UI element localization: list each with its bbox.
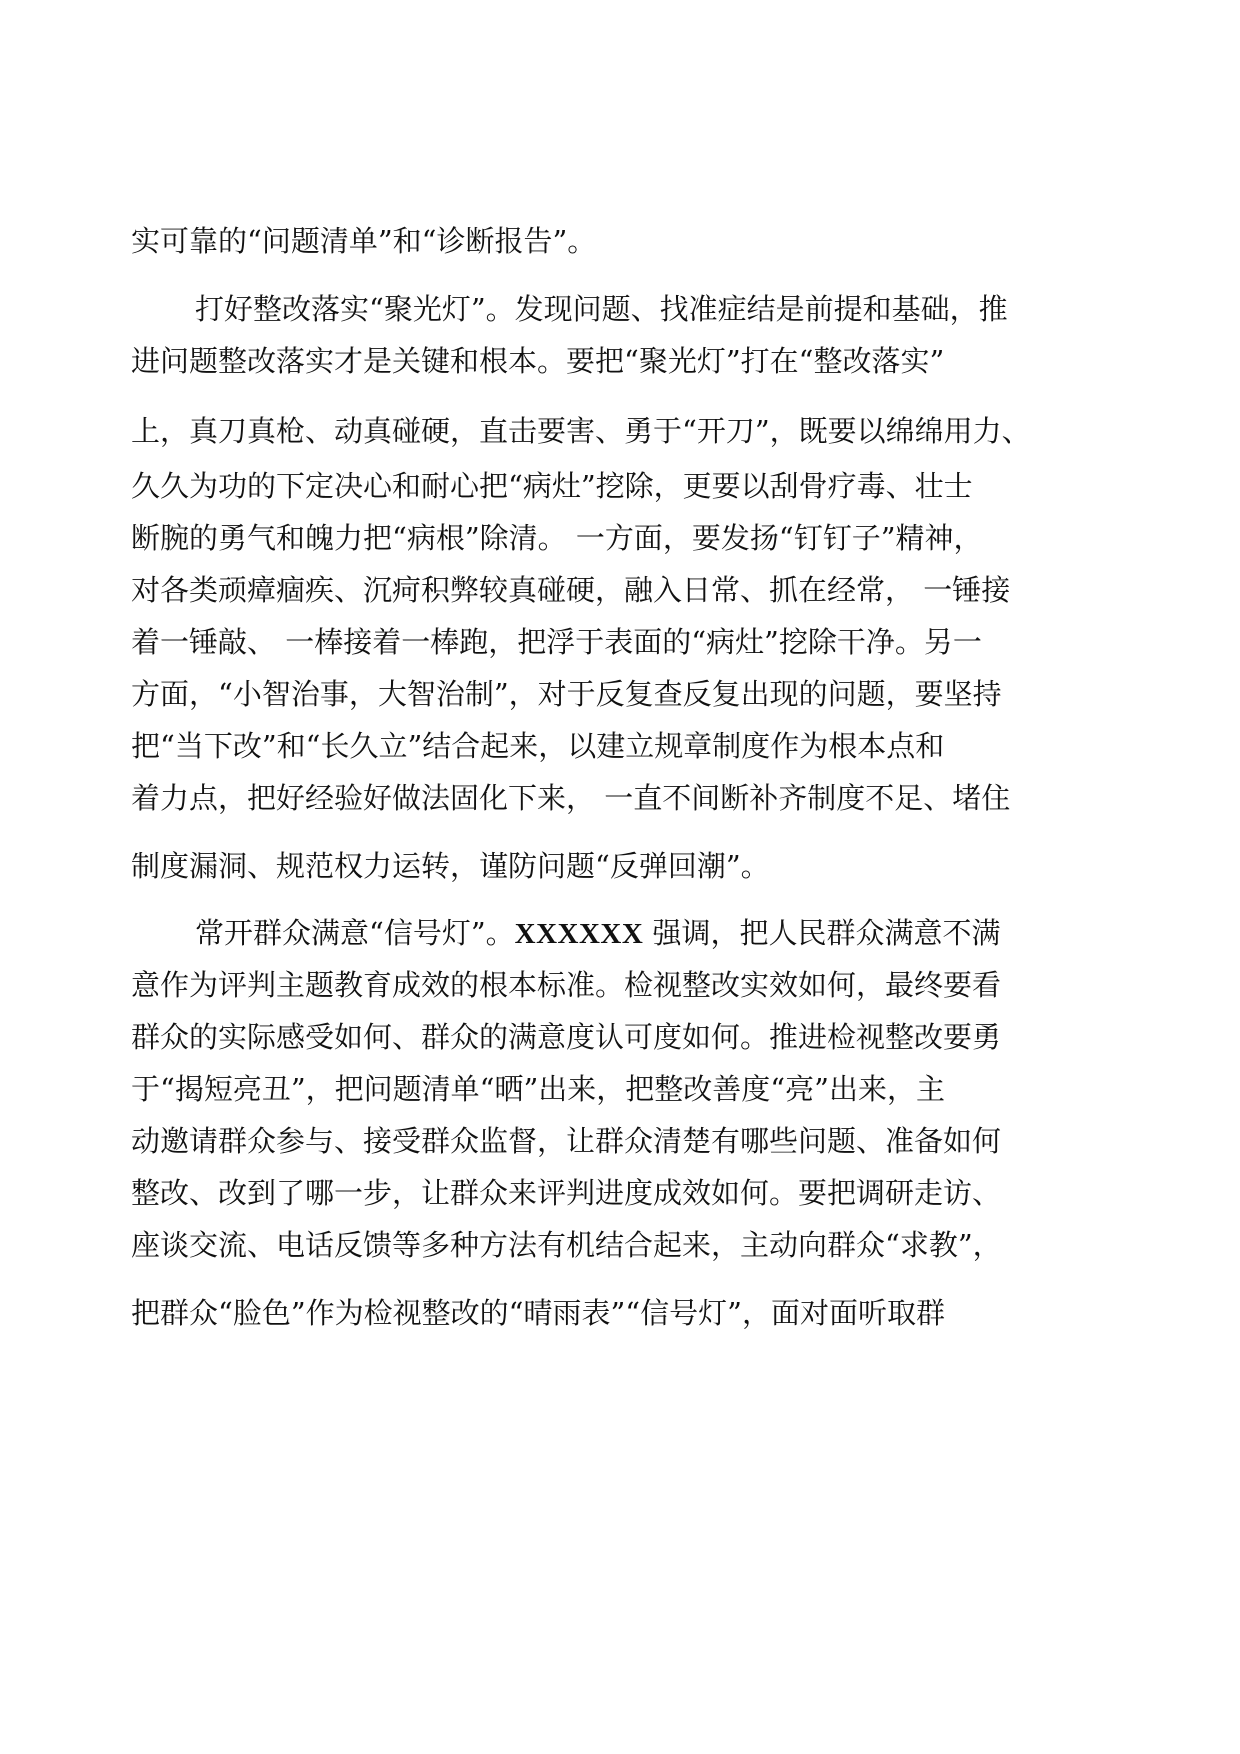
body-line-5: 久久为功的下定决心和耐心把“病灶”挖除，更要以刮骨疗毒、壮士 [131, 469, 973, 503]
body-line-12: 制度漏洞、规范权力运转，谨防问题“反弹回潮”。 [131, 849, 770, 883]
paragraph-heading-line-2 [195, 913, 1001, 954]
redacted-name: XXXXXX [514, 918, 644, 950]
body-line-16: 于“揭短亮丑”，把问题清单“晒”出来，把整改善度“亮”出来，主 [131, 1072, 945, 1106]
body-line-11: 着力点，把好经验好做法固化下来， 一直不间断补齐制度不足、堵住 [131, 781, 1011, 815]
body-line-15: 群众的实际感受如何、群众的满意度认可度如何。推进检视整改要勇 [131, 1020, 1002, 1054]
heading-tail: 强调，把人民群众满意不满 [643, 916, 1001, 950]
paragraph-heading-line: 打好整改落实“聚光灯”。发现问题、找准症结是前提和基础，推 [195, 292, 1008, 326]
body-line-9: 方面，“小智治事，大智治制”，对于反复查反复出现的问题，要坚持 [131, 677, 1002, 711]
body-line-17: 动邀请群众参与、接受群众监督，让群众清楚有哪些问题、准备如何 [131, 1124, 1002, 1158]
body-line-6: 断腕的勇气和魄力把“病根”除清。 一方面，要发扬“钉钉子”精神， [131, 521, 983, 555]
body-line-20: 把群众“脸色”作为检视整改的“晴雨表”“信号灯”，面对面听取群 [131, 1296, 945, 1330]
heading-text: 常开群众满意“信号灯”。 [195, 916, 515, 950]
body-line-7: 对各类顽瘴痼疾、沉疴积弊较真碰硬，融入日常、抓在经常， 一锤接 [131, 573, 1011, 607]
body-line-4: 上，真刀真枪、动真碰硬，直击要害、勇于“开刀”，既要以绵绵用力、 [131, 414, 1031, 448]
body-line-3: 进问题整改落实才是关键和根本。要把“聚光灯”打在“整改落实” [131, 344, 945, 378]
body-line-18: 整改、改到了哪一步，让群众来评判进度成效如何。要把调研走访、 [131, 1176, 1002, 1210]
body-line-10: 把“当下改”和“长久立”结合起来，以建立规章制度作为根本点和 [131, 729, 945, 763]
body-line-8: 着一锤敲、 一棒接着一棒跑，把浮于表面的“病灶”挖除干净。另一 [131, 625, 982, 659]
body-line-1: 实可靠的“问题清单”和“诊断报告”。 [131, 224, 597, 258]
body-line-14: 意作为评判主题教育成效的根本标准。检视整改实效如何，最终要看 [131, 968, 1002, 1002]
body-line-19: 座谈交流、电话反馈等多种方法有机结合起来，主动向群众“求教”， [131, 1228, 1002, 1262]
